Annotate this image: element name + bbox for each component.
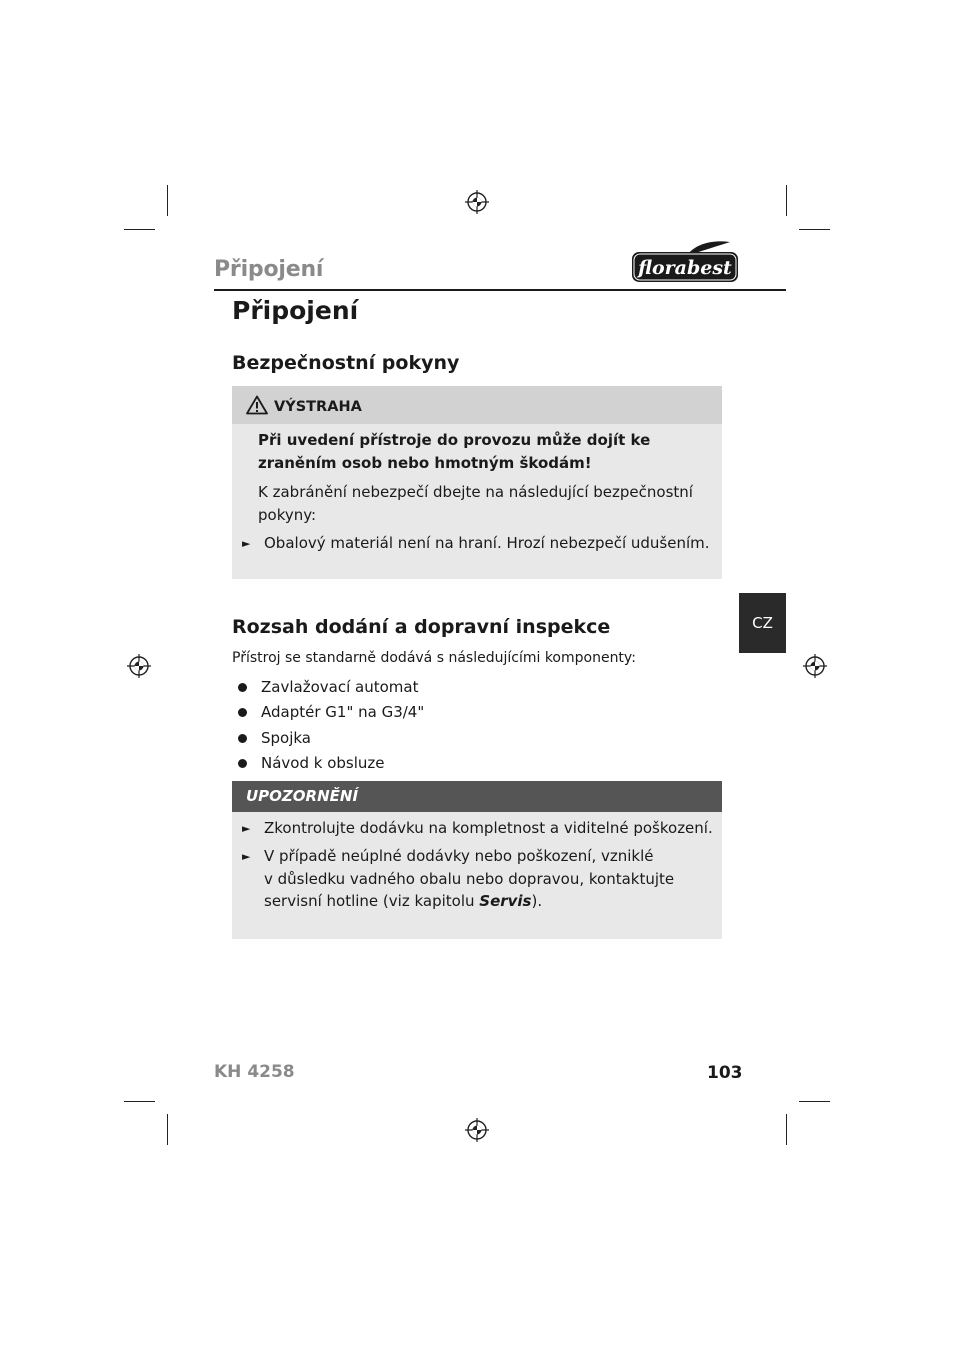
warning-bold-line-2: zraněním osob nebo hmotným škodám! <box>258 454 592 472</box>
language-tab: CZ <box>739 593 786 653</box>
arrow-bullet-icon: ► <box>242 537 251 550</box>
bullet-dot-icon <box>238 708 247 717</box>
header-section-title: Připojení <box>214 257 324 282</box>
arrow-bullet-icon: ► <box>242 850 251 863</box>
page-number: 103 <box>707 1063 743 1083</box>
registration-mark-icon <box>465 190 489 214</box>
crop-mark <box>799 229 830 230</box>
warning-label: VÝSTRAHA <box>274 399 362 415</box>
florabest-logo <box>630 240 740 284</box>
notice-item-2-line-3 <box>264 890 542 913</box>
warning-bold-line-1: Při uvedení přístroje do provozu může dojít ke <box>258 431 651 449</box>
servis-chapter-ref: Servis <box>479 892 532 910</box>
crop-mark <box>167 185 168 216</box>
delivery-intro: Přístroj se standarně dodává s následujícími komponenty: <box>232 650 636 666</box>
warning-text-line-2: pokyny: <box>258 506 317 524</box>
bullet-dot-icon <box>238 683 247 692</box>
svg-text:florabest: florabest <box>638 257 732 279</box>
crop-mark <box>124 1101 155 1102</box>
notice-text: servisní hotline (viz kapitolu <box>264 892 480 910</box>
page-title: Připojení <box>232 296 359 325</box>
delivery-heading: Rozsah dodání a dopravní inspekce <box>232 616 611 638</box>
delivery-list-item: Adaptér G1" na G3/4" <box>261 703 425 721</box>
crop-mark <box>167 1114 168 1145</box>
crop-mark <box>786 185 787 216</box>
warning-list-item: Obalový materiál není na hraní. Hrozí nebezpečí udušením. <box>264 534 710 552</box>
delivery-list-item: Zavlažovací automat <box>261 678 419 696</box>
bullet-dot-icon <box>238 734 247 743</box>
header-rule <box>214 289 786 291</box>
safety-heading: Bezpečnostní pokyny <box>232 352 460 374</box>
delivery-list-item: Spojka <box>261 729 312 747</box>
notice-item-2-line-1: V případě neúplné dodávky nebo poškození, vzniklé <box>264 847 654 865</box>
crop-mark <box>786 1114 787 1145</box>
registration-mark-icon <box>465 1118 489 1142</box>
registration-mark-icon <box>127 654 151 678</box>
registration-mark-icon <box>803 654 827 678</box>
bullet-dot-icon <box>238 759 247 768</box>
warning-triangle-icon <box>246 395 268 415</box>
notice-item-2-line-2: v důsledku vadného obalu nebo dopravou, kontaktujte <box>264 870 675 888</box>
footer-model: KH 4258 <box>214 1062 295 1082</box>
delivery-list-item: Návod k obsluze <box>261 754 385 772</box>
notice-label: UPOZORNĚNÍ <box>246 787 359 805</box>
warning-text-line-1: K zabránění nebezpečí dbejte na následující bezpečnostní <box>258 483 693 501</box>
notice-text: ). <box>531 892 543 910</box>
crop-mark <box>124 229 155 230</box>
crop-mark <box>799 1101 830 1102</box>
notice-item-1: Zkontrolujte dodávku na kompletnost a viditelné poškození. <box>264 819 713 837</box>
arrow-bullet-icon: ► <box>242 822 251 835</box>
